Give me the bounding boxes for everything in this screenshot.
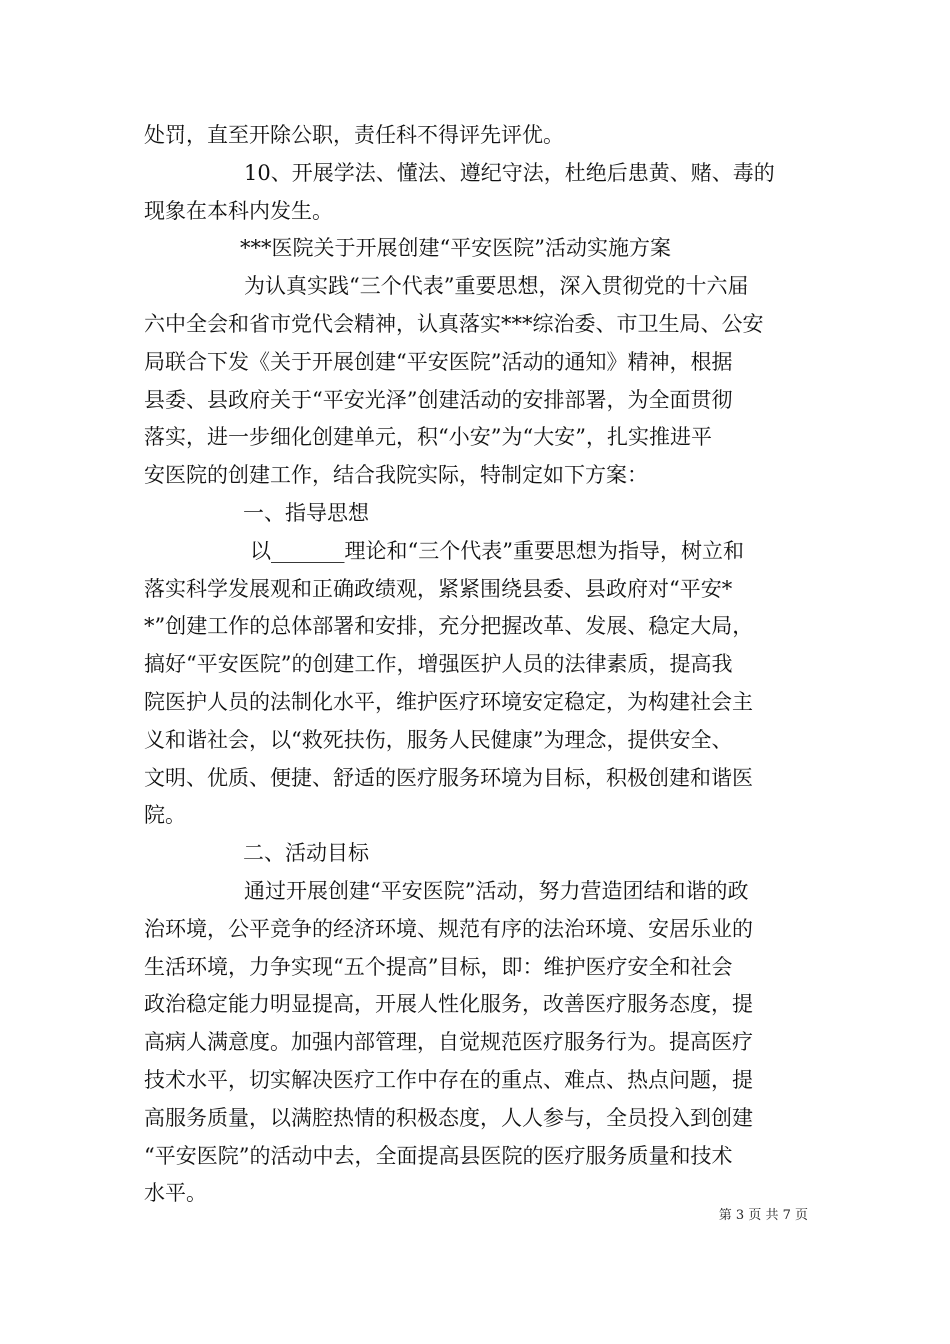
- document-line: 落实，进一步细化创建单元，积“小安”为“大安”，扎实推进平: [144, 425, 712, 450]
- document-line: 10、开展学法、懂法、遵纪守法，杜绝后患黄、赌、毒的: [244, 160, 775, 185]
- document-line: 院。: [144, 803, 186, 828]
- document-line: 水平。: [144, 1181, 207, 1206]
- document-line: 局联合下发《关于开展创建“平安医院”活动的通知》精神，根据: [144, 349, 733, 374]
- document-line: *”创建工作的总体部署和安排，充分把握改革、发展、稳定大局，: [144, 614, 754, 639]
- document-line: 生活环境，力争实现“五个提高”目标，即：维护医疗安全和社会: [144, 954, 733, 979]
- page-number-footer: 第 3 页 共 7 页: [718, 1208, 808, 1223]
- document-line: 六中全会和省市党代会精神，认真落实***综治委、市卫生局、公安: [144, 311, 764, 336]
- document-line: 文明、优质、便捷、舒适的医疗服务环境为目标，积极创建和谐医: [144, 765, 753, 790]
- document-line: ***医院关于开展创建“平安医院”活动实施方案: [240, 236, 671, 261]
- document-line: 治环境，公平竞争的经济环境、规范有序的法治环境、安居乐业的: [144, 916, 753, 941]
- document-line: 处罚，直至开除公职，责任科不得评先评优。: [144, 123, 564, 147]
- document-line: 通过开展创建“平安医院”活动，努力营造团结和谐的政: [244, 878, 749, 903]
- document-line: “平安医院”的活动中去，全面提高县医院的医疗服务质量和技术: [144, 1143, 733, 1168]
- document-line: 搞好“平安医院”的创建工作，增强医护人员的法律素质，提高我: [144, 652, 733, 677]
- document-line: 安医院的创建工作，结合我院实际，特制定如下方案：: [144, 463, 648, 488]
- document-line: 高病人满意度。加强内部管理，自觉规范医疗服务行为。提高医疗: [144, 1030, 753, 1055]
- document-line: 二、活动目标: [243, 841, 369, 866]
- document-body: [144, 117, 808, 1213]
- document-line: 落实科学发展观和正确政绩观，紧紧围绕县委、县政府对“平安*: [144, 576, 733, 601]
- document-line: 义和谐社会，以“救死扶伤，服务人民健康”为理念，提供安全、: [144, 727, 733, 752]
- document-line: 院医护人员的法制化水平，维护医疗环境安定稳定，为构建社会主: [144, 689, 753, 714]
- document-line: 为认真实践“三个代表”重要思想，深入贯彻党的十六届: [244, 274, 749, 299]
- document-line: 一、指导思想: [243, 500, 369, 525]
- document-line: 现象在本科内发生。: [144, 198, 333, 223]
- document-line: 高服务质量，以满腔热情的积极态度，人人参与，全员投入到创建: [144, 1105, 753, 1130]
- document-line: 政治稳定能力明显提高，开展人性化服务，改善医疗服务态度，提: [144, 992, 753, 1017]
- document-line: 县委、县政府关于“平安光泽”创建活动的安排部署，为全面贯彻: [144, 387, 733, 412]
- document-line: 技术水平，切实解决医疗工作中存在的重点、难点、热点问题，提: [144, 1067, 753, 1092]
- document-line: 以_______理论和“三个代表”重要思想为指导，树立和: [250, 538, 744, 563]
